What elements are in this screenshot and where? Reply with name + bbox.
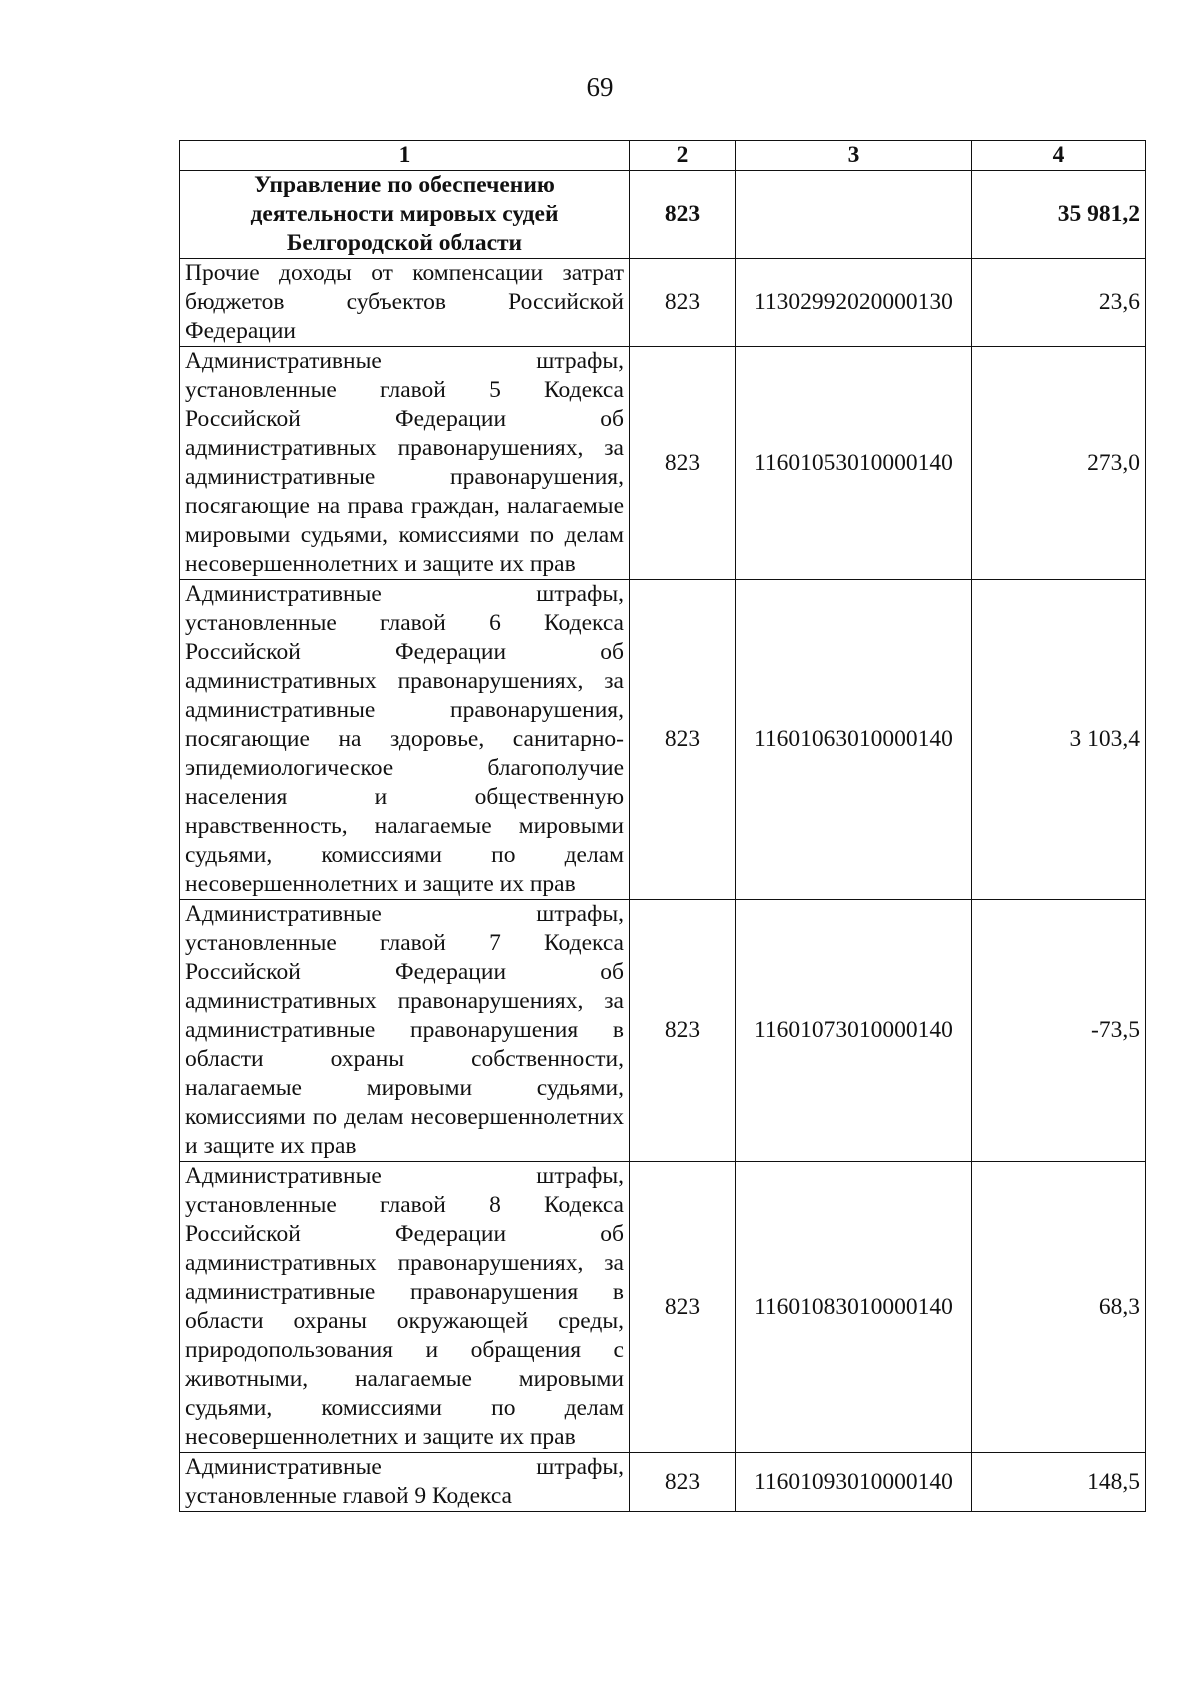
table-row xyxy=(180,900,1146,1162)
row-revenue-code: 11601073010000140 xyxy=(736,900,972,1162)
header-col-4: 4 xyxy=(972,141,1146,171)
row-name: Административные штрафы, установленные главой 9 Кодекса xyxy=(180,1453,630,1512)
table-row xyxy=(180,580,1146,900)
table-row xyxy=(180,347,1146,580)
row-amount: 3 103,4 xyxy=(972,580,1146,900)
row-name: Административные штрафы, установленные главой 8 Кодекса Российской Федерации об административных правонарушениях, за административные правонарушения в области охраны окружающей среды, природопользования и обращения с животными, налагаемые мировыми судьями, комиссиями по делам несовершеннолетних и защите их прав xyxy=(180,1162,630,1453)
header-row xyxy=(180,141,1146,171)
page-number: 69 xyxy=(586,72,614,102)
row-admin-code: 823 xyxy=(630,900,736,1162)
row-admin-code: 823 xyxy=(630,1162,736,1453)
row-admin-code: 823 xyxy=(630,171,736,259)
row-amount: 23,6 xyxy=(972,259,1146,347)
row-revenue-code: 11601063010000140 xyxy=(736,580,972,900)
row-amount: 273,0 xyxy=(972,347,1146,580)
row-revenue-code: 11601053010000140 xyxy=(736,347,972,580)
row-name: Управление по обеспечению деятельности мировых судей Белгородской области xyxy=(180,171,630,259)
row-name: Административные штрафы, установленные главой 6 Кодекса Российской Федерации об административных правонарушениях, за административные правонарушения, посягающие на здоровье, санитарно-эпидемиологическое благополучие населения и общественную нравственность, налагаемые мировыми судьями, комиссиями по делам несовершеннолетних и защите их прав xyxy=(180,580,630,900)
header-col-1: 1 xyxy=(180,141,630,171)
row-revenue-code xyxy=(736,171,972,259)
row-revenue-code: 11302992020000130 xyxy=(736,259,972,347)
row-admin-code: 823 xyxy=(630,1453,736,1512)
table-row-partial xyxy=(180,1453,1146,1512)
row-amount: -73,5 xyxy=(972,900,1146,1162)
row-revenue-code: 11601093010000140 xyxy=(736,1453,972,1512)
row-name: Прочие доходы от компенсации затрат бюджетов субъектов Российской Федерации xyxy=(180,259,630,347)
table-row xyxy=(180,1162,1146,1453)
row-amount: 68,3 xyxy=(972,1162,1146,1453)
row-admin-code: 823 xyxy=(630,347,736,580)
table-row xyxy=(180,259,1146,347)
row-name: Административные штрафы, установленные главой 5 Кодекса Российской Федерации об административных правонарушениях, за административные правонарушения, посягающие на права граждан, налагаемые мировыми судьями, комиссиями по делам несовершеннолетних и защите их прав xyxy=(180,347,630,580)
table-row-agency xyxy=(180,171,1146,259)
row-amount: 35 981,2 xyxy=(972,171,1146,259)
row-admin-code: 823 xyxy=(630,259,736,347)
row-name: Административные штрафы, установленные главой 7 Кодекса Российской Федерации об административных правонарушениях, за административные правонарушения в области охраны собственности, налагаемые мировыми судьями, комиссиями по делам несовершеннолетних и защите их прав xyxy=(180,900,630,1162)
row-revenue-code: 11601083010000140 xyxy=(736,1162,972,1453)
header-col-2: 2 xyxy=(630,141,736,171)
header-col-3: 3 xyxy=(736,141,972,171)
row-amount: 148,5 xyxy=(972,1453,1146,1512)
revenue-table xyxy=(179,140,1146,1512)
row-admin-code: 823 xyxy=(630,580,736,900)
